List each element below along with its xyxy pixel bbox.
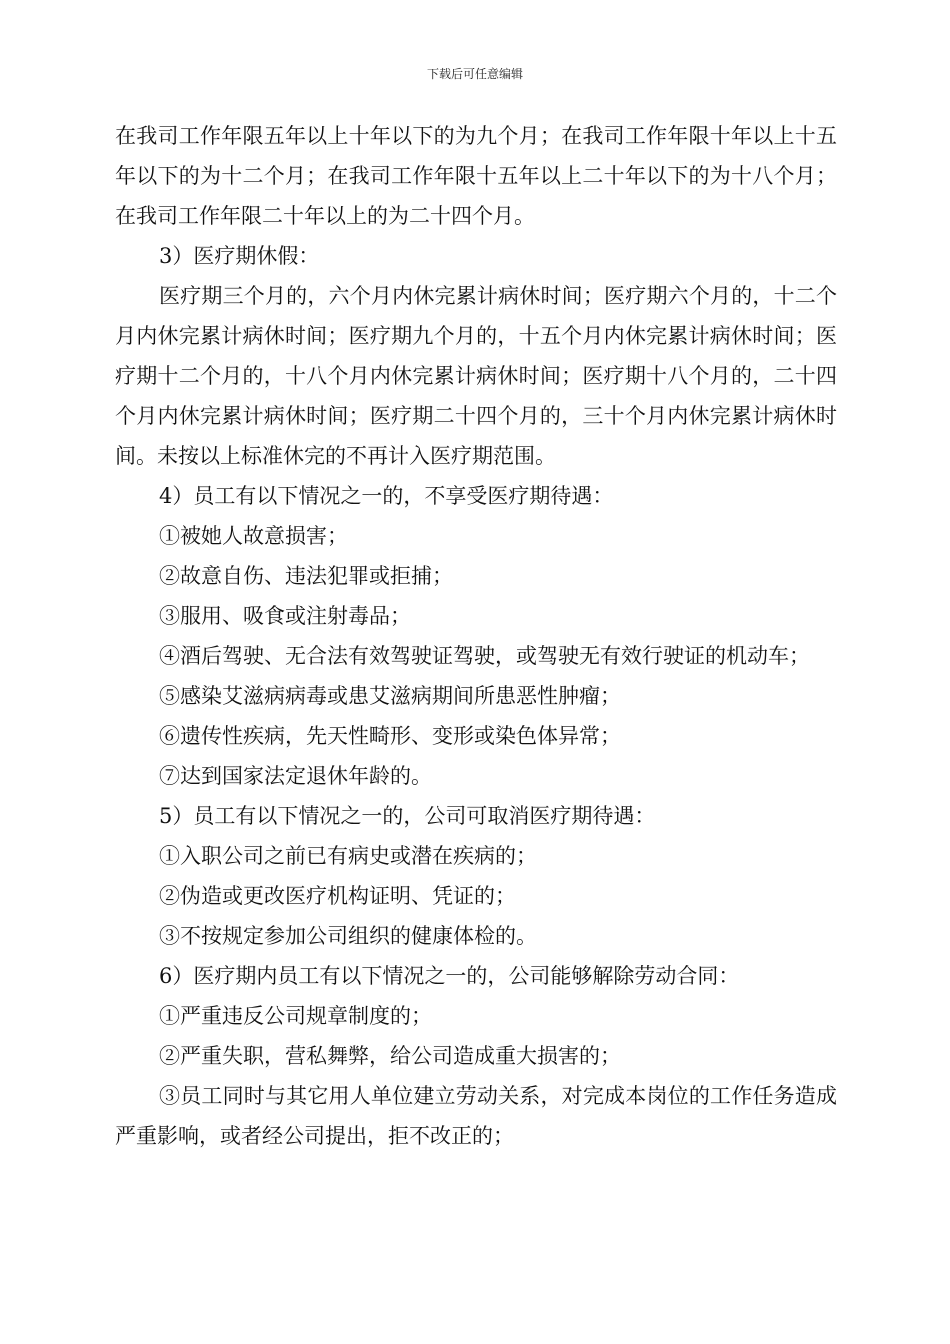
list-item: ③服用、吸食或注射毒品； [159, 604, 411, 628]
list-item: ②严重失职，营私舞弊，给公司造成重大损害的； [159, 1044, 621, 1068]
list-item: ③员工同时与其它用人单位建立劳动关系，对完成本岗位的工作任务造成严重影响，或者经公司提出，拒不改正的； [115, 1084, 837, 1148]
document-body [115, 116, 837, 1156]
paragraph-leave-schedule: 医疗期三个月的，六个月内休完累计病休时间；医疗期六个月的，十二个月内休完累计病休时间；医疗期九个月的，十五个月内休完累计病休时间；医疗期十二个月的，十八个月内休完累计病休时间；医疗期十八个月的，二十四个月内休完累计病休时间；医疗期二十四个月的，三十个月内休完累计病休时间。未按以上标准休完的不再计入医疗期范围。 [115, 284, 837, 468]
list-item: ⑦达到国家法定退休年龄的。 [159, 764, 432, 788]
list-item: ①入职公司之前已有病史或潜在疾病的； [159, 844, 537, 868]
list-item: ②故意自伤、违法犯罪或拒捕； [159, 564, 453, 588]
list-item: ④酒后驾驶、无合法有效驾驶证驾驶，或驾驶无有效行驶证的机动车； [159, 644, 810, 668]
page-header: 下载后可任意编辑 [426, 67, 523, 81]
paragraph-heading-5: 5）员工有以下情况之一的，公司可取消医疗期待遇： [159, 804, 656, 828]
list-item: ②伪造或更改医疗机构证明、凭证的； [159, 884, 516, 908]
list-item: ①严重违反公司规章制度的； [159, 1004, 432, 1028]
paragraph-heading-4: 4）员工有以下情况之一的，不享受医疗期待遇： [159, 484, 614, 508]
list-item: ③不按规定参加公司组织的健康体检的。 [159, 924, 537, 948]
list-item: ①被她人故意损害； [159, 524, 348, 548]
paragraph-heading-3: 3）医疗期休假： [159, 244, 320, 268]
paragraph-service-years: 在我司工作年限五年以上十年以下的为九个月；在我司工作年限十年以上十五年以下的为十二个月；在我司工作年限十五年以上二十年以下的为十八个月；在我司工作年限二十年以上的为二十四个月。 [115, 124, 837, 228]
list-item: ⑤感染艾滋病病毒或患艾滋病期间所患恶性肿瘤； [159, 684, 621, 708]
list-item: ⑥遗传性疾病，先天性畸形、变形或染色体异常； [159, 724, 621, 748]
paragraph-heading-6: 6）医疗期内员工有以下情况之一的，公司能够解除劳动合同： [159, 964, 740, 988]
